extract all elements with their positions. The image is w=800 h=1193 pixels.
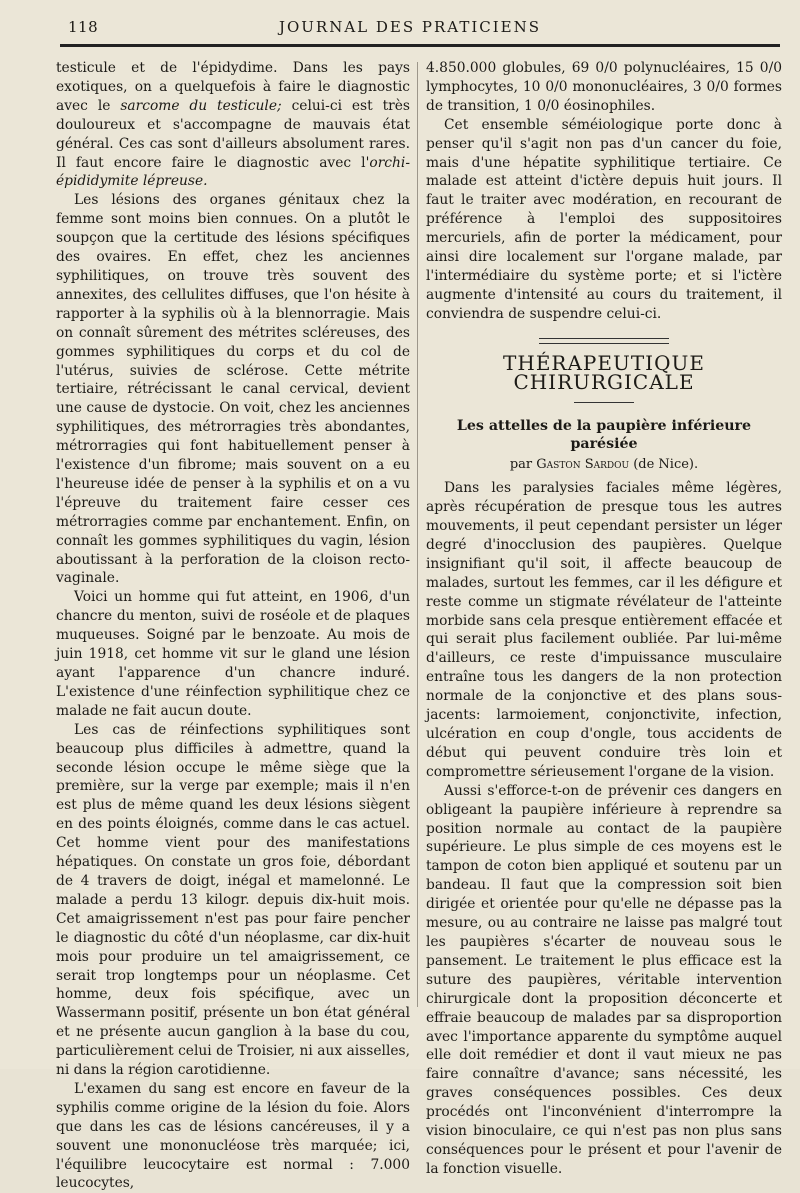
- page-number: 118: [68, 18, 99, 36]
- column-divider: [417, 62, 418, 1007]
- paragraph: Cet ensemble séméiologique porte donc à penser qu'il s'agit non pas d'un cancer du foie, mais d'une hépatite syphilitique tertiaire. Ce malade est atteint d'ictère depuis huit jours. Il faut le traiter avec modération, en recourant de préférence à l'emploi des suppositoires mercuriels, afin de porter la médicament, pour ainsi dire localement sur l'organe malade, par l'intermédiaire du système porte; et si l'ictère augmente d'intensité au cours du traitement, il conviendra de suspendre celui-ci.: [426, 116, 782, 322]
- paragraph: testicule et de l'épidydime. Dans les pays exotiques, on a quelquefois à faire le diagnostic avec le sarcome du testicule; celui-ci est très douloureux et s'accompagne de mauvais état général. Ces cas sont d'ailleurs absolument rares. Il faut encore faire le diagnostic avec l'orchi-épididymite lépreuse.: [56, 60, 410, 190]
- author-name: Gaston Sardou: [536, 457, 630, 473]
- paragraph: L'examen du sang est encore en faveur de la syphilis comme origine de la lésion du foie. Alors que dans les cas de lésions cancéreuses, il y a souvent une mononucléose très marquée; ici, l'équilibre leucocytaire est normal : 7.000 leucocytes,: [56, 1080, 410, 1192]
- paragraph: Voici un homme qui fut atteint, en 1906, d'un chancre du menton, suivi de roséole et de plaques muqueuses. Soigné par le benzoate. Au mois de juin 1918, cet homme vit sur le gland une lésion ayant l'apparence d'un chancre induré. L'existence d'une réinfection syphilitique chez ce malade ne fait aucun doute.: [56, 589, 410, 719]
- emphasis: sarcome du testicule;: [120, 97, 282, 114]
- section-title: THÉRAPEUTIQUE CHIRURGICALE: [503, 350, 705, 394]
- paragraph: Les lésions des organes génitaux chez la femme sont moins bien connues. On a plutôt le soupçon que la certitude des lésions spécifiques des ovaires. En effet, chez les anciennes syphilitiques, on trouve très souvent des annexites, des cellulites diffuses, que l'on hésite à rapporter à la syphilis où à la blennorragie. Mais on connaît sûrement des métrites scléreuses, des gommes syphilitiques du corps et du col de l'utérus, suivies de sclérose. Cette métrite tertiaire, rétrécissant le canal cervical, devient une cause de dystocie. On voit, chez les anciennes syphilitiques, des métrorragies très abondantes, métrorragies qui font habituellement penser à l'existence d'un fibrome; mais souvent on a eu l'heureuse idée de penser à la syphilis et on a vu l'épreuve du traitement faire cesser ces métrorragies comme par enchantement. Enfin, on connaît les gommes syphilitiques du vagin, lésion aboutissant à la perforation de la cloison recto-vaginale.: [56, 192, 410, 587]
- header-rule: [60, 44, 780, 47]
- article-title: Les attelles de la paupière inférieure parésiée: [456, 417, 752, 453]
- page-header: [40, 18, 780, 40]
- byline: par Gaston Sardou (de Nice).: [509, 457, 699, 473]
- section-separator: [539, 338, 669, 344]
- emphasis: orchi-épididymite lépreuse.: [56, 154, 410, 190]
- paragraph: Les cas de réinfections syphilitiques sont beaucoup plus difficiles à admettre, quand la seconde lésion occupe le même siège que la première, sur la verge par exemple; mais il n'en est plus de même quand les deux lésions siègent en des points éloignés, comme dans le cas actuel. Cet homme vient pour des manifestations hépatiques. On constate un gros foie, débordant de 4 travers de doigt, inégal et mamelonné. Le malade a perdu 13 kilogr. depuis dix-huit mois. Cet amaigrissement n'est pas pour faire pencher le diagnostic du côté d'un néoplasme, car dix-huit mois pour produire un tel amaigrissement, ce serait trop longtemps pour un néoplasme. Cet homme, deux fois spécifique, avec un Wassermann positif, présente un bon état général et ne présente aucun ganglion à la base du cou, particulièrement celui de Troisier, ni aux aisselles, ni dans la région carotidienne.: [56, 721, 410, 1079]
- journal-title: JOURNAL DES PRATICIENS: [278, 18, 542, 36]
- paragraph: 4.850.000 globules, 69 0/0 polynucléaires, 15 0/0 lymphocytes, 10 0/0 mononucléaires, 3 0/0 formes de transition, 1 0/0 éosinophiles.: [426, 60, 782, 114]
- right-column: [426, 59, 782, 1179]
- title-rule: [574, 402, 634, 403]
- paragraph: Aussi s'efforce-t-on de prévenir ces dangers en obligeant la paupière inférieure à reprendre sa position normale au contact de la paupière supérieure. Le plus simple de ces moyens est le tampon de coton bien appliqué et soutenu par un bandeau. Il faut que la compression soit bien dirigée et orientée pour qu'elle ne dépasse pas la mesure, ou au contraire ne laisse pas malgré tout les paupières s'écarter de nouveau sous le pansement. Le traitement le plus efficace est la suture des paupières, véritable intervention chirurgicale dont la proposition déconcerte et effraie beaucoup de malades par sa disproportion avec l'importance apparente du symptôme auquel elle doit remédier et dont il vaut mieux ne pas faire connaître d'avance; sans nécessité, les graves conséquences possibles. Ces deux procédés ont l'inconvénient d'interrompre la vision binoculaire, ce qui n'est pas non plus sans conséquences pour le présent et pour l'avenir de la fonction visuelle.: [426, 782, 782, 1177]
- paragraph: Dans les paralysies faciales même légères, après récupération de presque tous les autres mouvements, il peut cependant persister un léger degré d'inocclusion des paupières. Quelque insignifiant qu'il soit, il affecte beaucoup de malades, surtout les femmes, car il les défigure et reste comme un stigmate révélateur de l'atteinte morbide sans cela presque entièrement effacée et qui serait plus facilement oubliée. Par lui-même d'ailleurs, ce reste d'impuissance musculaire entraîne tous les dangers de la non protection normale de la conjonctive et des plans sous-jacents: larmoiement, conjonctivite, infection, ulcération en coup d'ongle, tous accidents de début qui peuvent conduire très loin et compromettre sérieusement l'organe de la vision.: [426, 480, 782, 780]
- left-column: [56, 59, 410, 1193]
